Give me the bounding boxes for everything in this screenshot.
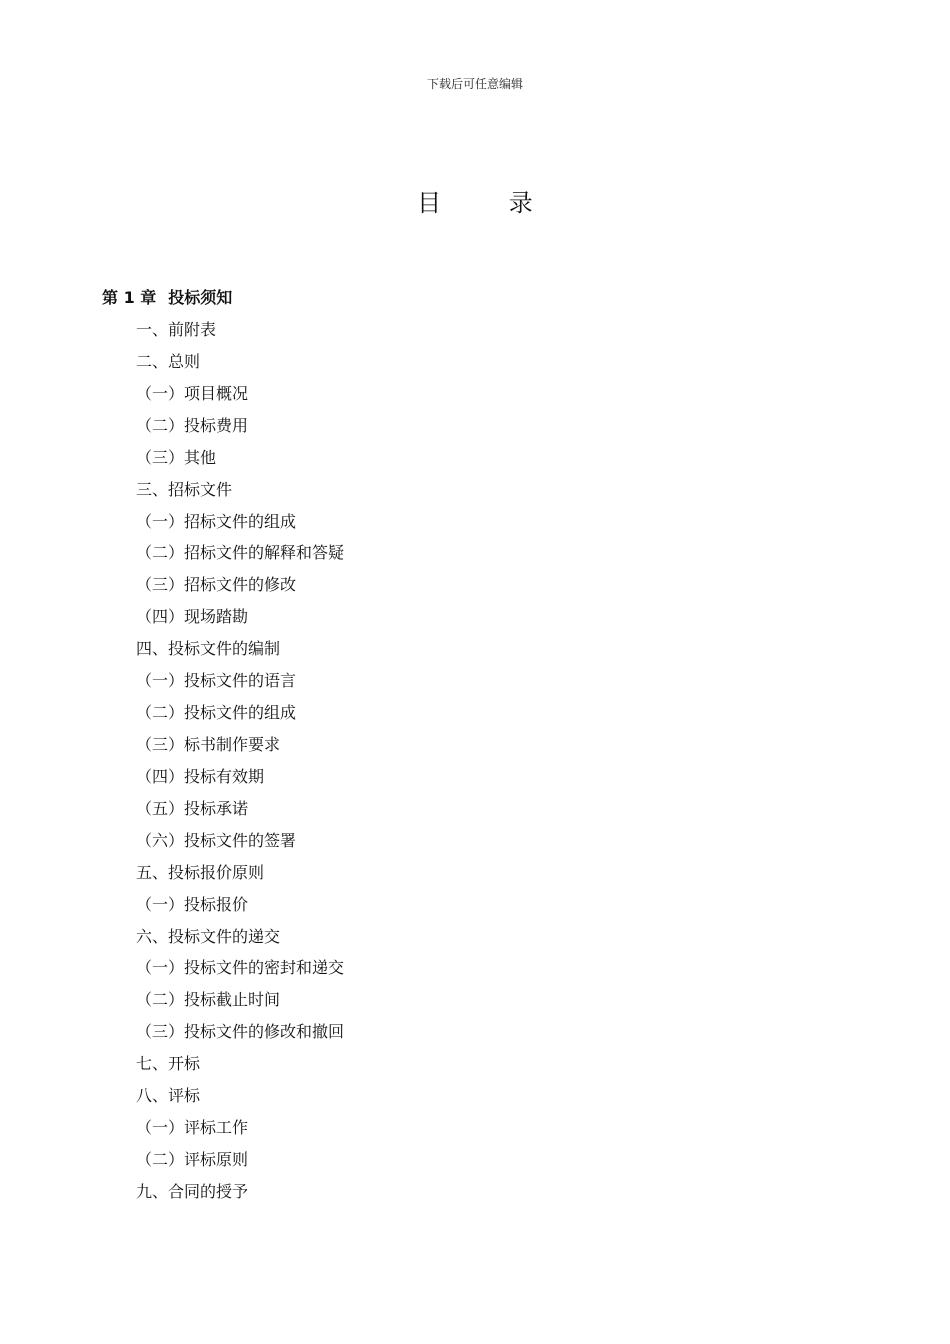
toc-subsection-entry: （四）现场踏勘: [136, 607, 249, 627]
toc-subsection-entry: （五）投标承诺: [136, 798, 249, 818]
toc-subsection-entry: （一）投标报价: [136, 894, 249, 914]
chapter-number: 第 1 章: [102, 288, 157, 307]
toc-subsection-entry: （一）评标工作: [136, 1118, 249, 1138]
toc-subsection-entry: （六）投标文件的签署: [136, 830, 297, 850]
toc-subsection-entry: （一）投标文件的语言: [136, 671, 297, 691]
toc-subsection-entry: （二）招标文件的解释和答疑: [136, 543, 345, 563]
toc-section-entry: 六、投标文件的递交: [136, 926, 281, 946]
toc-subsection-entry: （二）评标原则: [136, 1149, 249, 1169]
toc-subsection-entry: （三）投标文件的修改和撤回: [136, 1022, 345, 1042]
page-header-note: 下载后可任意编辑: [426, 77, 523, 91]
toc-subsection-entry: （三）标书制作要求: [136, 734, 281, 754]
toc-section-entry: 八、评标: [136, 1086, 201, 1106]
toc-subsection-entry: （一）招标文件的组成: [136, 511, 297, 531]
toc-subsection-entry: （四）投标有效期: [136, 766, 265, 786]
toc-subsection-entry: （二）投标费用: [136, 415, 249, 435]
toc-subsection-entry: （二）投标截止时间: [136, 990, 281, 1010]
toc-subsection-entry: （一）项目概况: [136, 383, 249, 403]
toc-section-entry: 五、投标报价原则: [136, 862, 265, 882]
toc-section-entry: 二、总则: [136, 351, 201, 371]
toc-subsection-entry: （三）招标文件的修改: [136, 575, 297, 595]
toc-entry-list: [0, 314, 950, 1208]
toc-section-entry: 四、投标文件的编制: [136, 639, 281, 659]
toc-section-entry: 一、前附表: [136, 320, 217, 339]
toc-chapter-heading: [102, 282, 232, 314]
toc-title: 目 录: [417, 189, 563, 217]
toc-section-entry: 七、开标: [136, 1054, 201, 1074]
toc-section-entry: 九、合同的授予: [136, 1181, 249, 1201]
toc-section-entry: 三、招标文件: [136, 479, 233, 499]
toc-subsection-entry: （三）其他: [136, 447, 217, 467]
toc-subsection-entry: （二）投标文件的组成: [136, 703, 297, 723]
toc-subsection-entry: （一）投标文件的密封和递交: [136, 958, 345, 978]
chapter-title: 投标须知: [168, 288, 233, 307]
